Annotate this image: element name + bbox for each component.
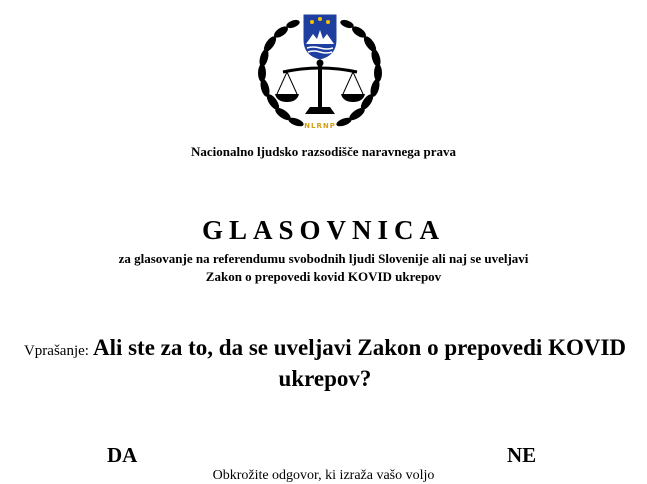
question-text: Ali ste za to, da se uveljavi Zakon o prepovedi KOVID ukrepov?: [92, 335, 627, 391]
organization-name: Nacionalno ljudsko razsodišče naravnega prava: [190, 144, 457, 159]
svg-text:NLRNP: NLRNP: [304, 122, 336, 130]
vote-option-ne[interactable]: NE: [507, 443, 537, 467]
ballot-subtitle-line1: za glasovanje na referendumu svobodnih ljudi Slovenije ali naj se uveljavi: [118, 251, 529, 266]
court-seal-logo: [253, 10, 387, 136]
ballot-title: GLASOVNICA: [201, 215, 446, 245]
vote-option-da[interactable]: DA: [107, 443, 138, 467]
voting-instruction: Obkrožite odgovor, ki izraža vašo voljo: [212, 468, 435, 483]
referendum-question: [5, 334, 645, 396]
ballot-subtitle-line2: Zakon o prepovedi kovid KOVID ukrepov: [205, 269, 442, 284]
question-label: Vprašanje:: [23, 343, 89, 359]
